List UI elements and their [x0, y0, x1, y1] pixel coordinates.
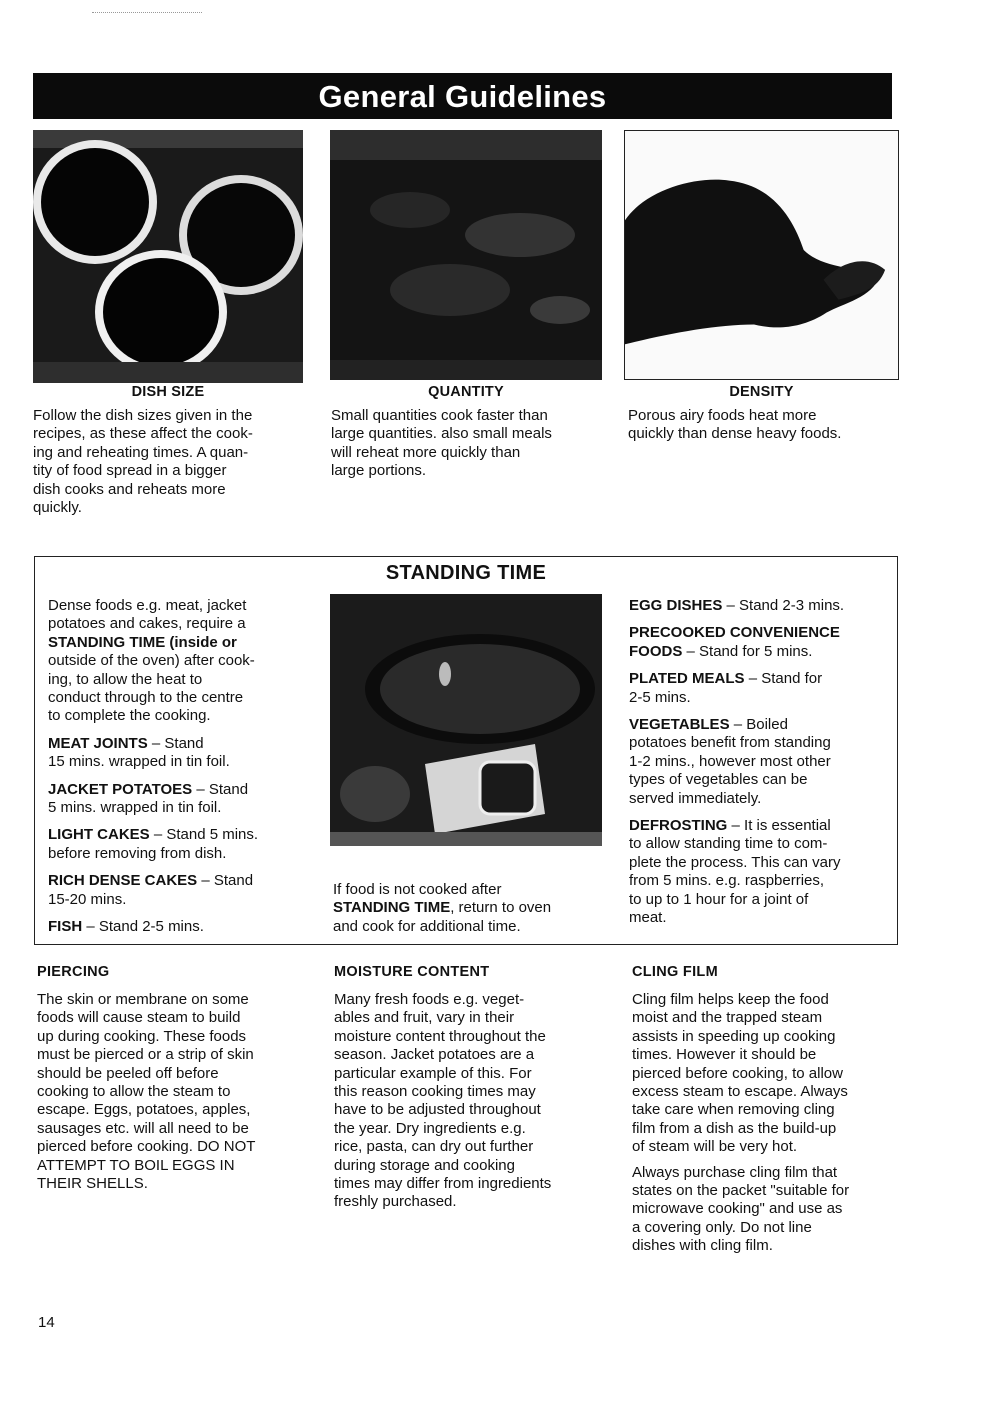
text-line: – Boiled — [729, 716, 788, 734]
text-line: freshly purchased. — [334, 1193, 457, 1211]
text-line: ing and reheating times. A quan- — [33, 443, 249, 461]
text-line: Many fresh foods e.g. veget- — [334, 991, 525, 1008]
text-line: to complete the cooking. — [48, 707, 211, 725]
quantity-photo — [330, 130, 602, 380]
text-line: microwave cooking" and use as — [632, 1200, 843, 1218]
standing-item-jacket-potatoes — [48, 781, 318, 818]
text-line: sausages etc. will all need to be — [37, 1119, 249, 1137]
cling-film-para-1 — [632, 991, 922, 1157]
standing-time-title: STANDING TIME — [385, 562, 547, 584]
text-line: film from a dish as the build-up — [632, 1119, 837, 1137]
text-line: – Stand 2-3 mins. — [722, 597, 845, 614]
standing-item-precooked — [629, 624, 895, 661]
text-line: Always purchase cling film that — [632, 1163, 838, 1181]
item-label: LIGHT CAKES — [48, 826, 150, 844]
item-label: EGG DISHES — [629, 597, 723, 614]
scan-artifact — [92, 12, 202, 16]
standing-item-meat-joints — [48, 735, 318, 772]
text-line: 15-20 mins. — [48, 890, 127, 908]
text-line: of steam will be very hot. — [632, 1138, 798, 1156]
text-line: Small quantities cook faster than — [331, 407, 548, 424]
text-line: must be pierced or a strip of skin — [37, 1046, 254, 1064]
text-line: dish cooks and reheats more — [33, 480, 226, 498]
standing-item-light-cakes — [48, 826, 318, 863]
text-line: quickly. — [33, 499, 82, 517]
text-line: tity of food spread in a bigger — [33, 462, 227, 480]
text-line: to up to 1 hour for a joint of — [629, 890, 809, 908]
text-line: If food is not cooked after — [333, 881, 502, 898]
text-line: – Stand for — [744, 670, 823, 688]
text-line: Porous airy foods heat more — [628, 407, 817, 424]
cling-film-heading: CLING FILM — [632, 964, 718, 980]
text-line: – Stand — [197, 872, 254, 890]
text-line: large portions. — [331, 462, 427, 480]
text-line: times may differ from ingredients — [334, 1175, 552, 1193]
text-line: Follow the dish sizes given in the — [33, 407, 253, 424]
text-line: this reason cooking times may — [334, 1083, 536, 1101]
standing-time-right-column — [629, 597, 895, 937]
text-line: STANDING TIME — [333, 899, 451, 917]
page-number: 14 — [38, 1314, 55, 1331]
text-line: 5 mins. wrapped in tin foil. — [48, 799, 222, 817]
density-photo — [624, 130, 899, 380]
text-line: and cook for additional time. — [333, 917, 521, 935]
quantity-caption: QUANTITY — [428, 384, 504, 400]
text-line: – Stand — [192, 780, 249, 798]
text-line: pierced before cooking, to allow — [632, 1064, 843, 1082]
standing-time-left-column — [48, 597, 318, 946]
text-line: excess steam to escape. Always — [632, 1083, 848, 1101]
piercing-heading: PIERCING — [37, 964, 110, 980]
text-line: times. However it should be — [632, 1046, 817, 1064]
text-line: plete the process. This can vary — [629, 853, 841, 871]
standing-time-note — [333, 881, 613, 936]
text-line: – Stand 5 mins. — [149, 826, 259, 844]
text-line: dishes with cling film. — [632, 1237, 773, 1255]
text-line: a covering only. Do not line — [632, 1218, 812, 1236]
standing-item-fish — [48, 918, 318, 936]
text-line: escape. Eggs, potatoes, apples, — [37, 1101, 251, 1119]
standing-item-egg-dishes — [629, 597, 895, 615]
text-line: states on the packet "suitable for — [632, 1182, 850, 1200]
item-label: FOODS — [629, 642, 683, 660]
text-line: before removing from dish. — [48, 844, 227, 862]
item-label: PLATED MEALS — [629, 670, 745, 688]
item-label: PRECOOKED CONVENIENCE — [629, 624, 840, 642]
text-line: assists in speeding up cooking — [632, 1027, 836, 1045]
text-line: meat. — [629, 909, 667, 927]
item-label: FISH — [48, 918, 83, 936]
text-line: types of vegetables can be — [629, 771, 808, 789]
text-line: 15 mins. wrapped in tin foil. — [48, 753, 230, 771]
text-line: cooking to allow the steam to — [37, 1083, 231, 1101]
text-line: STANDING TIME (inside or — [48, 633, 237, 651]
cling-film-text — [632, 991, 922, 1263]
item-label: VEGETABLES — [629, 716, 730, 734]
text-line: rice, pasta, can dry out further — [334, 1138, 534, 1156]
page-title: General Guidelines — [33, 73, 892, 119]
text-line: , return to oven — [450, 899, 552, 917]
standing-item-vegetables — [629, 716, 895, 808]
moisture-heading: MOISTURE CONTENT — [334, 964, 490, 980]
item-label: DEFROSTING — [629, 817, 728, 835]
text-line: – Stand 2-5 mins. — [82, 918, 204, 936]
text-line: pierced before cooking. DO NOT — [37, 1138, 256, 1156]
moisture-text — [334, 991, 624, 1212]
standing-time-intro — [48, 597, 318, 726]
text-line: Cling film helps keep the food — [632, 991, 829, 1008]
item-label: MEAT JOINTS — [48, 734, 148, 752]
text-line: season. Jacket potatoes are a — [334, 1046, 535, 1064]
text-line: ables and fruit, vary in their — [334, 1009, 515, 1027]
text-line: take care when removing cling — [632, 1101, 835, 1119]
text-line: should be peeled off before — [37, 1064, 219, 1082]
text-line: conduct through to the centre — [48, 689, 244, 707]
standing-item-plated-meals — [629, 670, 895, 707]
dish-size-photo — [33, 130, 303, 383]
text-line: moisture content throughout the — [334, 1027, 546, 1045]
item-label: RICH DENSE CAKES — [48, 872, 198, 890]
text-line: have to be adjusted throughout — [334, 1101, 541, 1119]
standing-item-rich-dense-cakes — [48, 872, 318, 909]
text-line: moist and the trapped steam — [632, 1009, 823, 1027]
standing-item-defrosting — [629, 817, 895, 927]
item-label: JACKET POTATOES — [48, 780, 193, 798]
text-line: potatoes and cakes, require a — [48, 615, 246, 633]
text-line: will reheat more quickly than — [331, 443, 521, 461]
text-line: The skin or membrane on some — [37, 991, 249, 1008]
text-line: ATTEMPT TO BOIL EGGS IN — [37, 1156, 235, 1174]
text-line: foods will cause steam to build — [37, 1009, 241, 1027]
text-line: – Stand — [147, 734, 204, 752]
piercing-text — [37, 991, 327, 1193]
text-line: – It is essential — [727, 817, 831, 835]
text-line: 1-2 mins., however most other — [629, 752, 831, 770]
text-line: – Stand for 5 mins. — [682, 642, 813, 660]
text-line: up during cooking. These foods — [37, 1027, 247, 1045]
text-line: recipes, as these affect the cook- — [33, 425, 253, 443]
text-line: particular example of this. For — [334, 1064, 532, 1082]
text-line: Dense foods e.g. meat, jacket — [48, 597, 247, 614]
text-line: the year. Dry ingredients e.g. — [334, 1119, 526, 1137]
text-line: potatoes benefit from standing — [629, 734, 831, 752]
density-caption: DENSITY — [729, 384, 794, 400]
density-text — [628, 407, 913, 444]
quantity-text — [331, 407, 621, 481]
text-line: 2-5 mins. — [629, 688, 691, 706]
cling-film-para-2 — [632, 1164, 922, 1256]
dish-size-text — [33, 407, 318, 517]
text-line: THEIR SHELLS. — [37, 1175, 148, 1193]
text-line: during storage and cooking — [334, 1156, 515, 1174]
dish-size-caption: DISH SIZE — [131, 384, 205, 400]
text-line: large quantities. also small meals — [331, 425, 552, 443]
standing-time-photo — [330, 594, 602, 846]
text-line: outside of the oven) after cook- — [48, 652, 255, 670]
text-line: quickly than dense heavy foods. — [628, 425, 842, 443]
text-line: ing, to allow the heat to — [48, 670, 203, 688]
text-line: from 5 mins. e.g. raspberries, — [629, 872, 825, 890]
text-line: to allow standing time to com- — [629, 835, 828, 853]
text-line: served immediately. — [629, 789, 762, 807]
